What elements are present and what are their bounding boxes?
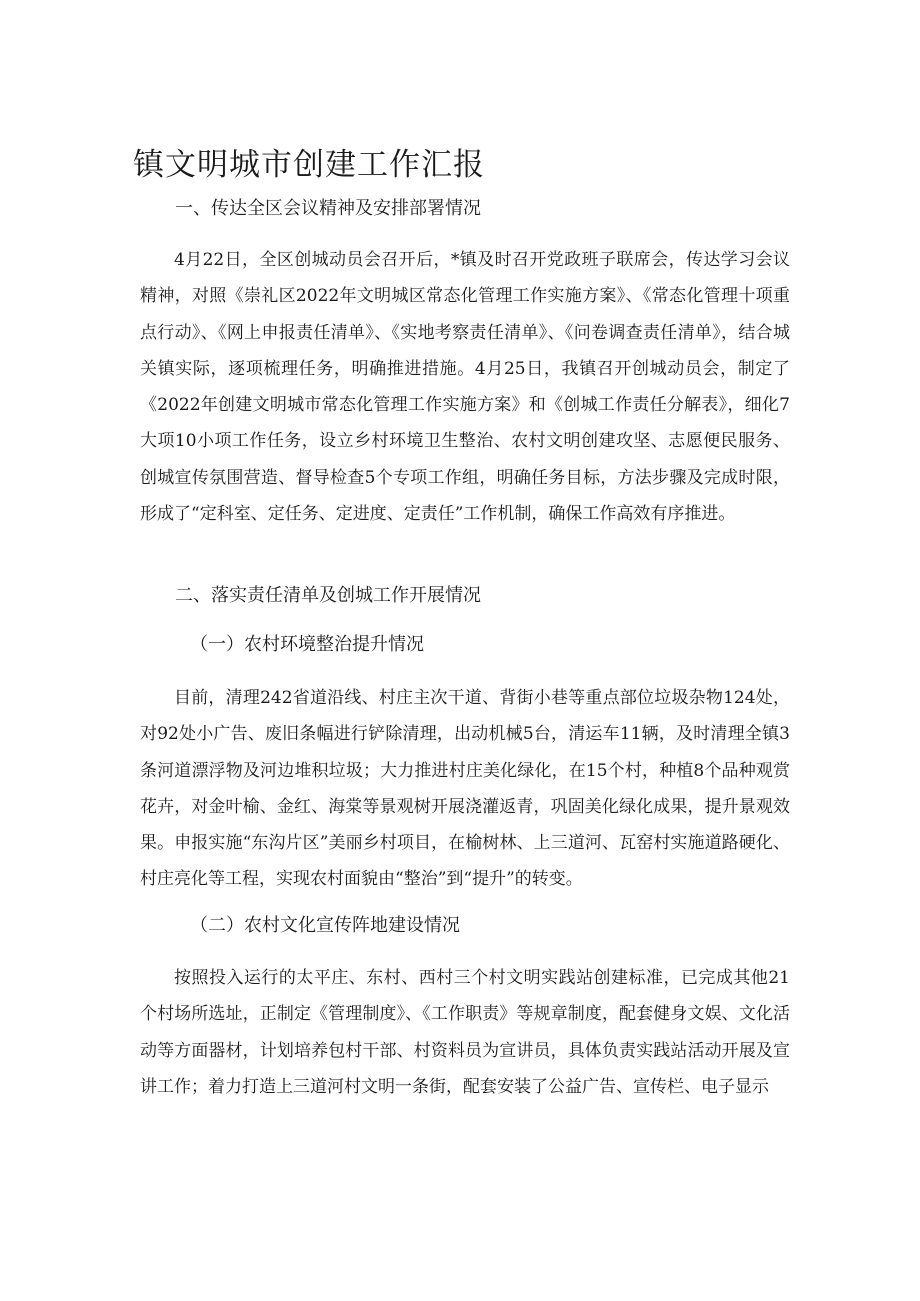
subsection-heading-1: （一）农村环境整治提升情况 <box>190 634 424 655</box>
section-heading-1: 一、传达全区会议精神及安排部署情况 <box>175 198 481 219</box>
subsection-2-paragraph: 按照投入运行的太平庄、东村、西村三个村文明实践站创建标准，已完成其他21个村场所选址，正制定《管理制度》、《工作职责》等规章制度，配套健身文娱、文化活动等方面器材，计划培养包村干部、村资料员为宣讲员，具体负责实践站活动开展及宣讲工作；着力打造上三道河村文明一条街，配套安装了公益广告、宣传栏、电子显示 <box>140 968 790 1097</box>
section-heading-2: 二、落实责任清单及创城工作开展情况 <box>175 585 481 606</box>
section-1-paragraph: 4月22日，全区创城动员会召开后，*镇及时召开党政班子联席会，传达学习会议精神，对照《崇礼区2022年文明城区常态化管理工作实施方案》、《常态化管理十项重点行动》、《网上申报责任清单》、《实地考察责任清单》、《问卷调查责任清单》，结合城关镇实际，逐项梳理任务，明确推进措施。4月25日，我镇召开创城动员会，制定了《2022年创建文明城市常态化管理工作实施方案》和《创城工作责任分解表》，细化7大项10小项工作任务，设立乡村环境卫生整治、农村文明创建攻坚、志愿便民服务、创城宣传氛围营造、督导检查5个专项工作组，明确任务目标，方法步骤及完成时限，形成了“定科室、定任务、定进度、定责任”工作机制，确保工作高效有序推进。 <box>140 250 790 525</box>
subsection-heading-2: （二）农村文化宣传阵地建设情况 <box>190 915 460 936</box>
document-title: 镇文明城市创建工作汇报 <box>133 146 485 183</box>
subsection-1-paragraph: 目前，清理242省道沿线、村庄主次干道、背街小巷等重点部位垃圾杂物124处，对92处小广告、废旧条幅进行铲除清理，出动机械5台，清运车11辆，及时清理全镇3条河道漂浮物及河边堆积垃圾；大力推进村庄美化绿化，在15个村，种植8个品种观赏花卉，对金叶榆、金红、海棠等景观树开展浇灌返青，巩固美化绿化成果，提升景观效果。申报实施“东沟片区”美丽乡村项目，在榆树林、上三道河、瓦窑村实施道路硬化、村庄亮化等工程，实现农村面貌由“整治”到“提升”的转变。 <box>140 688 790 890</box>
